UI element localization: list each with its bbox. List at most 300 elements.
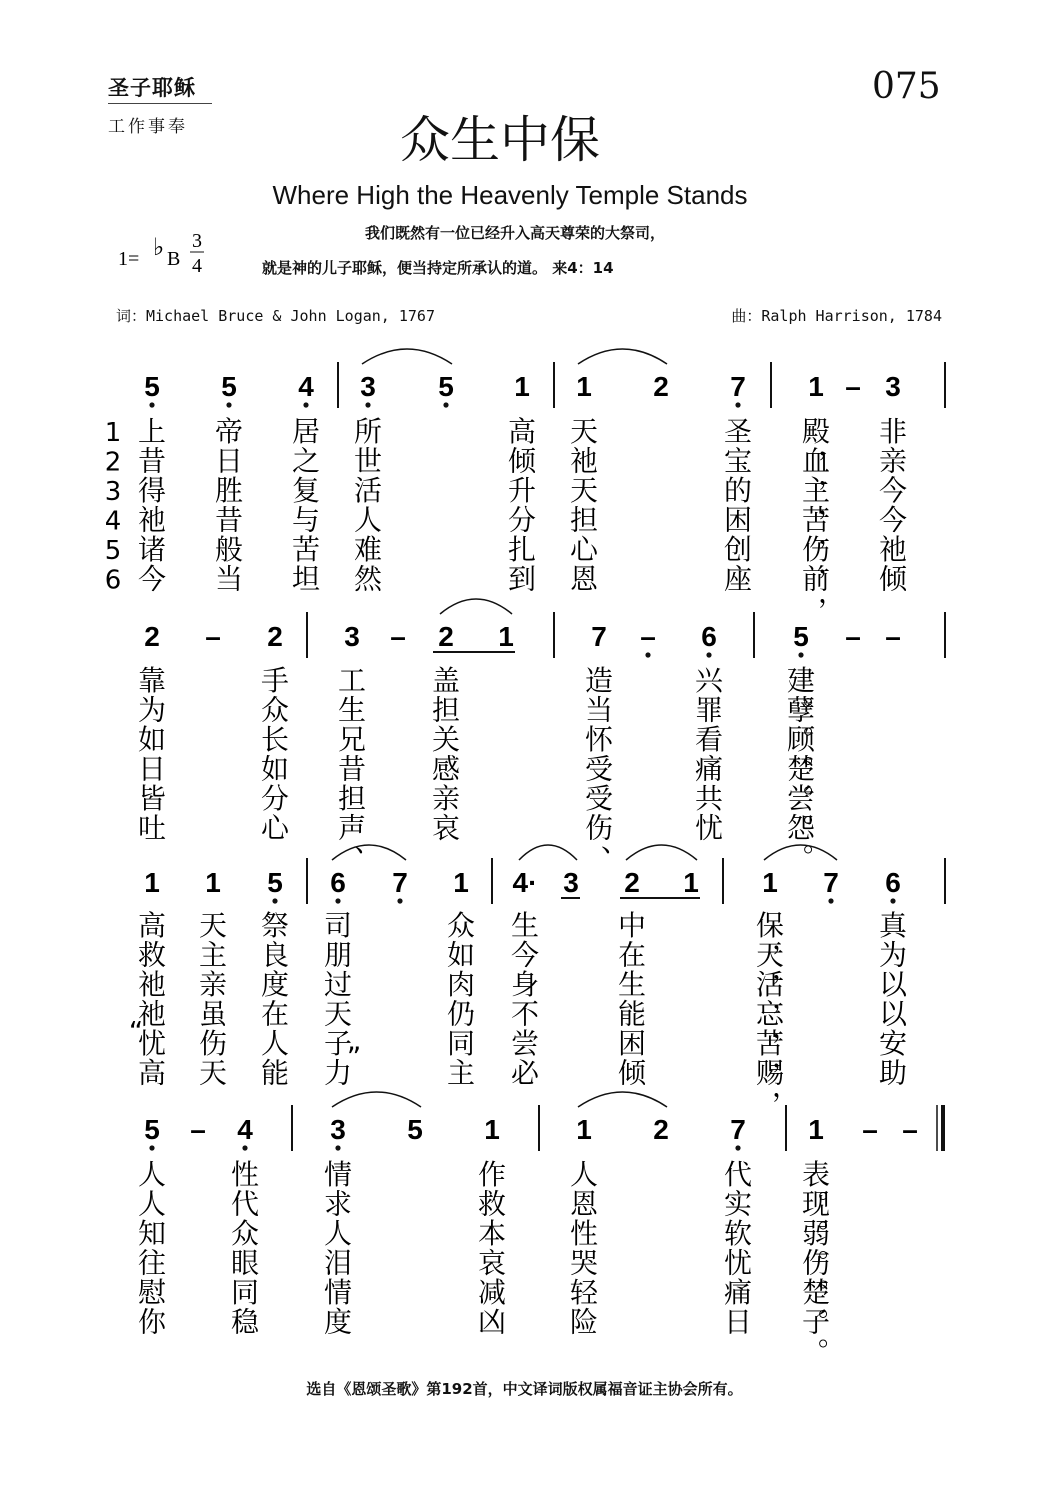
lyric-char: 楚 [801, 1276, 831, 1309]
lyric-char: 今 [878, 474, 908, 507]
lyric-char: 人 [137, 1187, 167, 1221]
lyric-punctuation: ， [817, 576, 847, 609]
lyric-column [324, 1158, 352, 1339]
note-numeral: 2 [267, 621, 283, 652]
lyric-char: 怀 [584, 723, 614, 756]
lyric-char: 祂 [137, 503, 167, 537]
lyric-char: 造 [584, 664, 614, 697]
lyric-char: 表 [801, 1158, 831, 1191]
lyric-punctuation: ， [817, 546, 847, 580]
lyric-char: 血 [801, 444, 831, 478]
title-chinese: 众生中保 [400, 111, 600, 169]
lyric-char: 求 [323, 1187, 353, 1221]
lyric-char: 仍 [446, 997, 476, 1031]
lyric-column [570, 1158, 599, 1339]
lyric-char: 受 [584, 782, 614, 815]
lyric-punctuation: ， [771, 1011, 801, 1044]
low-octave-dot [226, 402, 231, 407]
note-numeral: 1 [762, 867, 778, 898]
verse-number: 5 [104, 536, 122, 566]
lyric-char: 眼 [230, 1246, 260, 1280]
lyric-punctuation: ， [771, 1070, 801, 1103]
note-numeral: 1 [498, 621, 514, 652]
lyric-char: 工 [337, 664, 367, 697]
lyric-char: 人 [353, 503, 383, 537]
scripture-line-2: 就是神的儿子耶稣，便当持定所承认的道。 来4：14 [262, 259, 614, 277]
lyric-punctuation: 。 [802, 795, 832, 829]
lyric-char: 昔 [337, 752, 367, 786]
lyric-char: 关 [431, 723, 461, 756]
lyric-column [879, 415, 908, 596]
lyric-char: 天 [323, 997, 353, 1031]
lyric-column [138, 415, 166, 596]
verse-numbers [105, 418, 122, 596]
low-octave-dot [645, 652, 650, 657]
lyric-char: 上 [137, 415, 167, 448]
note-numeral: 2 [653, 1114, 669, 1145]
lyric-char: 虽 [198, 997, 228, 1031]
lyric-char: 座 [723, 562, 753, 596]
lyric-char: 今 [510, 938, 540, 972]
lyric-char: 日 [137, 752, 167, 786]
lyric-char: 亲 [878, 444, 908, 478]
note-numeral: 5 [407, 1114, 423, 1145]
lyric-char: 代 [230, 1187, 260, 1221]
lyric-char: 主 [801, 474, 831, 507]
note-numeral: 5 [144, 371, 160, 402]
lyric-char: 现 [801, 1187, 831, 1221]
lyric-punctuation: 、 [353, 825, 383, 858]
lyric-char: 高 [507, 415, 537, 448]
lyric-char: 忧 [723, 1246, 753, 1280]
note-numeral: 5 [221, 371, 237, 402]
lyric-char: 心 [260, 811, 290, 845]
lyric-char: 分 [260, 782, 290, 815]
lyric-char: 孽 [786, 693, 816, 727]
lyric-char: 升 [507, 474, 537, 507]
lyric-punctuation: 。 [802, 677, 832, 711]
lyric-column [802, 1158, 846, 1352]
lyric-char: 知 [137, 1217, 167, 1250]
sustain-dash: – [390, 621, 406, 652]
lyric-char: 感 [431, 752, 461, 786]
low-octave-dot [735, 402, 740, 407]
note-numeral: 1 [808, 371, 824, 402]
lyric-punctuation: ， [817, 517, 847, 550]
lyric-char: 苦 [755, 1027, 785, 1060]
lyric-char: 今 [878, 503, 908, 537]
category-top-label: 圣子耶稣 [108, 75, 196, 100]
note-numeral: 1 [683, 867, 699, 898]
key-prefix: 1= [118, 248, 140, 270]
lyric-char: 减 [477, 1276, 507, 1309]
lyric-char: 声 [337, 811, 367, 845]
lyric-punctuation: 。 [802, 766, 832, 799]
lyric-char: 赐 [755, 1056, 785, 1090]
slur [440, 599, 512, 614]
lyric-char: 能 [617, 997, 647, 1031]
note-numeral: 1 [205, 867, 221, 898]
lyric-char: 如 [260, 752, 290, 786]
lyric-char: 哀 [477, 1246, 507, 1280]
lyric-punctuation: ， [771, 922, 801, 956]
lyric-char: 天 [569, 474, 599, 507]
verse-number: 2 [104, 447, 122, 478]
lyric-char: 的 [723, 474, 753, 507]
lyric-char: 安 [878, 1027, 908, 1060]
note-numeral: 2 [653, 371, 669, 402]
lyric-char: 心 [569, 533, 599, 566]
low-octave-dot [890, 898, 895, 903]
slur [626, 845, 697, 860]
lyric-char: 忘 [755, 997, 785, 1031]
lyric-char: 亲 [198, 968, 228, 1001]
note-numeral: 1 [808, 1114, 824, 1145]
lyric-column [879, 909, 908, 1090]
lyric-char: 子 [323, 1027, 353, 1060]
lyric-char: 殿 [801, 415, 831, 448]
sustain-dash: – [640, 621, 656, 652]
lyric-char: 之 [291, 444, 321, 478]
low-octave-dot [706, 652, 711, 657]
lyric-char: 生 [510, 909, 540, 942]
note-numeral: 1 [144, 867, 160, 898]
lyric-char: 良 [260, 938, 290, 972]
lyric-char: 恩 [569, 1187, 599, 1221]
verse-number: 3 [104, 477, 122, 507]
lyric-char: 伤 [801, 533, 831, 566]
lyric-column [138, 1158, 167, 1339]
lyric-char: 在 [260, 997, 290, 1031]
lyric-char: 皆 [137, 782, 167, 815]
lyric-char: 得 [137, 474, 167, 507]
lyric-char: 长 [260, 723, 290, 756]
lyric-punctuation: 。 [802, 736, 832, 770]
lyric-char: 痛 [694, 752, 724, 786]
lyric-char: 主 [446, 1056, 476, 1090]
lyric-char: 如 [446, 938, 476, 972]
verse-number: 6 [104, 565, 122, 596]
score-system [138, 1092, 943, 1352]
lyric-char: 中 [617, 909, 647, 942]
note-numeral: 3 [563, 867, 579, 898]
lyric-char: 救 [137, 938, 167, 972]
lyric-char: 兴 [694, 664, 724, 697]
lyric-char: 昔 [214, 503, 244, 537]
lyric-punctuation: ， [771, 1040, 801, 1074]
note-numeral: 1 [576, 1114, 592, 1145]
lyric-char: 祂 [878, 533, 908, 566]
note-numeral: 7 [730, 1114, 746, 1145]
lyric-char: 亲 [431, 782, 461, 815]
lyric-column [508, 415, 537, 596]
lyric-char: 当 [584, 693, 614, 727]
note-numeral: 4· [512, 867, 538, 898]
lyric-char: 保 [755, 909, 785, 942]
note-numeral: 3 [885, 371, 901, 402]
lyricist-credit: 词：Michael Bruce & John Logan, 1767 [116, 307, 435, 325]
lyric-char: 泪 [323, 1246, 353, 1280]
verse-number: 1 [104, 418, 122, 448]
lyric-column [292, 415, 320, 596]
lyric-column [199, 909, 227, 1090]
lyric-char: 司 [323, 909, 353, 942]
slur [519, 845, 577, 860]
lyric-char: 肉 [446, 968, 476, 1001]
lyric-punctuation: ， [771, 952, 801, 985]
slur [578, 349, 667, 364]
lyric-char: 共 [694, 782, 724, 815]
lyric-column [756, 909, 800, 1103]
lyric-column [432, 664, 460, 845]
low-octave-dot [335, 898, 340, 903]
lyric-punctuation: 。 [817, 1289, 847, 1323]
lyric-column [338, 664, 382, 858]
low-octave-dot [365, 402, 370, 407]
sustain-dash: – [205, 621, 221, 652]
lyric-punctuation: 、 [600, 825, 630, 858]
lyric-column [261, 664, 290, 845]
lyric-char: 天 [198, 1056, 228, 1090]
lyric-column [354, 415, 383, 596]
lyric-char: 天 [755, 938, 785, 972]
lyric-char: 倾 [507, 444, 537, 478]
lyric-column [129, 909, 166, 1090]
lyric-char: 助 [878, 1056, 908, 1090]
lyric-char: 天 [569, 415, 599, 448]
lyric-char: 恩 [569, 562, 599, 596]
lyric-column [787, 664, 831, 858]
lyric-char: 度 [260, 968, 290, 1001]
score-system [138, 599, 945, 858]
lyric-punctuation: ， [817, 428, 847, 462]
lyric-char: 担 [431, 693, 461, 727]
lyric-char: 天 [198, 909, 228, 942]
low-octave-dot [149, 402, 154, 407]
lyric-char: 苦 [291, 533, 321, 566]
note-numeral: 6 [885, 867, 901, 898]
lyric-punctuation: ， [771, 981, 801, 1015]
lyric-char: 复 [291, 474, 321, 507]
lyric-char: 忧 [137, 1027, 167, 1060]
lyric-char: 朋 [323, 938, 353, 972]
lyric-char: 宝 [723, 444, 753, 478]
lyric-char: 同 [230, 1276, 260, 1309]
lyric-char: 分 [507, 503, 537, 537]
lyric-char: 救 [477, 1187, 507, 1221]
lyric-char: 必 [510, 1056, 540, 1090]
lyric-char: 众 [230, 1217, 260, 1250]
lyric-char: 不 [510, 997, 540, 1031]
lyric-char: 往 [137, 1246, 167, 1280]
lyric-char: 建 [786, 664, 816, 697]
lyric-char: 胜 [214, 474, 244, 507]
lyric-column [802, 415, 846, 609]
lyric-char: 困 [723, 503, 753, 537]
lyric-char: 生 [617, 968, 647, 1001]
lyric-char: 实 [723, 1187, 753, 1221]
lyric-char: 顾 [786, 723, 816, 756]
title-english: Where High the Heavenly Temple Stands [272, 180, 748, 210]
lyric-char: 人 [137, 1158, 167, 1191]
lyric-char: 能 [260, 1056, 290, 1090]
lyric-char: 情 [323, 1158, 353, 1191]
lyric-char: 手 [260, 664, 290, 697]
scripture-line-1: 我们既然有一位已经升入高天尊荣的大祭司， [364, 224, 665, 242]
lyric-char: 生 [337, 693, 367, 727]
lyric-column [231, 1158, 260, 1339]
lyric-punctuation: 。 [802, 825, 832, 858]
lyric-char: 慰 [137, 1276, 167, 1309]
lyric-char: 性 [230, 1158, 260, 1191]
lyric-char: 倾 [878, 562, 908, 596]
note-numeral: 7 [823, 867, 839, 898]
lyric-char: 靠 [137, 664, 167, 697]
lyric-char: 今 [137, 562, 167, 596]
lyric-column [570, 415, 599, 596]
lyric-char: 世 [353, 444, 383, 478]
slur [362, 349, 452, 364]
lyric-char: 力 [323, 1056, 353, 1090]
low-octave-dot [149, 1145, 154, 1150]
lyric-char: 为 [137, 693, 167, 727]
lyric-char: 主 [198, 938, 228, 972]
lyric-char: 伤 [584, 811, 614, 845]
lyric-char: 祭 [260, 909, 290, 942]
note-numeral: 7 [730, 371, 746, 402]
note-numeral: 2 [438, 621, 454, 652]
composer-credit: 曲：Ralph Harrison, 1784 [731, 307, 942, 325]
lyric-char: 以 [878, 968, 908, 1001]
lyric-punctuation: ， [817, 487, 847, 521]
lyric-char: 软 [723, 1217, 753, 1250]
note-numeral: 1 [484, 1114, 500, 1145]
lyric-punctuation: “ [128, 1015, 144, 1048]
lyric-char: 当 [214, 562, 244, 596]
lyric-char: 担 [337, 782, 367, 815]
sustain-dash: – [885, 621, 901, 652]
lyric-column [618, 909, 647, 1090]
lyric-char: 作 [477, 1158, 507, 1191]
lyric-char: 人 [323, 1217, 353, 1250]
lyric-char: 同 [446, 1027, 476, 1060]
lyric-char: 祂 [137, 997, 167, 1031]
note-numeral: 1 [453, 867, 469, 898]
lyric-char: 为 [878, 938, 908, 972]
lyric-column [324, 909, 361, 1090]
lyric-column [478, 1158, 506, 1339]
lyric-char: 祂 [137, 968, 167, 1001]
lyric-char: 日 [214, 444, 244, 478]
verse-number: 4 [104, 506, 122, 537]
lyric-char: 难 [353, 533, 383, 566]
lyric-char: 罪 [694, 693, 724, 727]
lyric-char: 尝 [510, 1027, 540, 1060]
lyric-char: 伤 [801, 1246, 831, 1280]
lyric-char: 圣 [723, 415, 753, 448]
lyric-char: 哭 [569, 1246, 599, 1280]
lyric-char: 兄 [337, 723, 367, 756]
time-signature-top: 3 [192, 230, 202, 252]
lyric-char: 众 [260, 693, 290, 727]
low-octave-dot [303, 402, 308, 407]
lyric-char: 昔 [137, 444, 167, 478]
lyric-char: 非 [878, 415, 908, 448]
lyric-char: 险 [569, 1305, 599, 1339]
lyric-char: 扎 [507, 533, 537, 566]
lyric-char: 盖 [431, 664, 461, 697]
note-numeral: 5 [267, 867, 283, 898]
hymn-number: 075 [872, 66, 941, 107]
lyric-column [261, 909, 289, 1090]
flat-icon: ♭ [153, 233, 165, 261]
lyric-char: 帝 [214, 415, 244, 448]
lyric-char: 活 [353, 474, 383, 507]
lyric-char: 众 [446, 909, 476, 942]
lyric-char: 尝 [786, 782, 816, 815]
lyric-char: 度 [323, 1305, 353, 1339]
lyric-punctuation: 。 [802, 707, 832, 740]
lyric-char: 创 [723, 533, 753, 566]
lyric-punctuation: ， [817, 458, 847, 491]
lyric-column [138, 664, 166, 845]
lyric-punctuation: 。 [817, 1171, 847, 1205]
note-numeral: 6 [701, 621, 717, 652]
lyric-char: 高 [137, 909, 167, 942]
lyric-column [447, 909, 475, 1090]
note-numeral: 2 [624, 867, 640, 898]
note-numeral: 3 [330, 1114, 346, 1145]
lyric-char: 与 [291, 503, 321, 537]
lyric-char: 伤 [198, 1027, 228, 1060]
lyric-char: 哀 [431, 811, 461, 845]
note-numeral: 6 [330, 867, 346, 898]
low-octave-dot [272, 898, 277, 903]
key-letter: B [167, 248, 181, 270]
lyric-char: 苦 [801, 503, 831, 537]
lyric-char: 居 [291, 415, 321, 448]
note-numeral: 1 [514, 371, 530, 402]
lyric-char: 痛 [723, 1276, 753, 1309]
lyric-char: 性 [569, 1217, 599, 1250]
lyric-char: 怨 [786, 811, 816, 845]
slur [578, 1092, 667, 1107]
sustain-dash: – [190, 1114, 206, 1145]
time-signature-bottom: 4 [192, 255, 202, 277]
lyric-punctuation: 。 [817, 1230, 847, 1264]
lyric-char: 子 [801, 1305, 831, 1339]
note-numeral: 5 [438, 371, 454, 402]
lyric-char: 般 [214, 533, 244, 566]
lyric-char: 楚 [786, 752, 816, 786]
lyric-char: 忧 [694, 811, 724, 845]
low-octave-dot [397, 898, 402, 903]
lyric-char: 情 [323, 1276, 353, 1309]
lyric-char: 高 [137, 1056, 167, 1090]
lyric-char: 以 [878, 997, 908, 1031]
note-numeral: 5 [793, 621, 809, 652]
note-numeral: 4 [298, 371, 314, 402]
sustain-dash: – [845, 621, 861, 652]
lyric-char: 弱 [801, 1217, 831, 1250]
note-numeral: 7 [392, 867, 408, 898]
low-octave-dot [242, 1145, 247, 1150]
lyric-char: 本 [477, 1217, 507, 1250]
category-bottom-label: 工作事奉 [108, 117, 188, 137]
note-numeral: 7 [591, 621, 607, 652]
copyright-footer: 选自《恩颂圣歌》第192首，中文译词版权属福音证主协会所有。 [306, 1380, 743, 1398]
lyric-char: 人 [260, 1027, 290, 1060]
